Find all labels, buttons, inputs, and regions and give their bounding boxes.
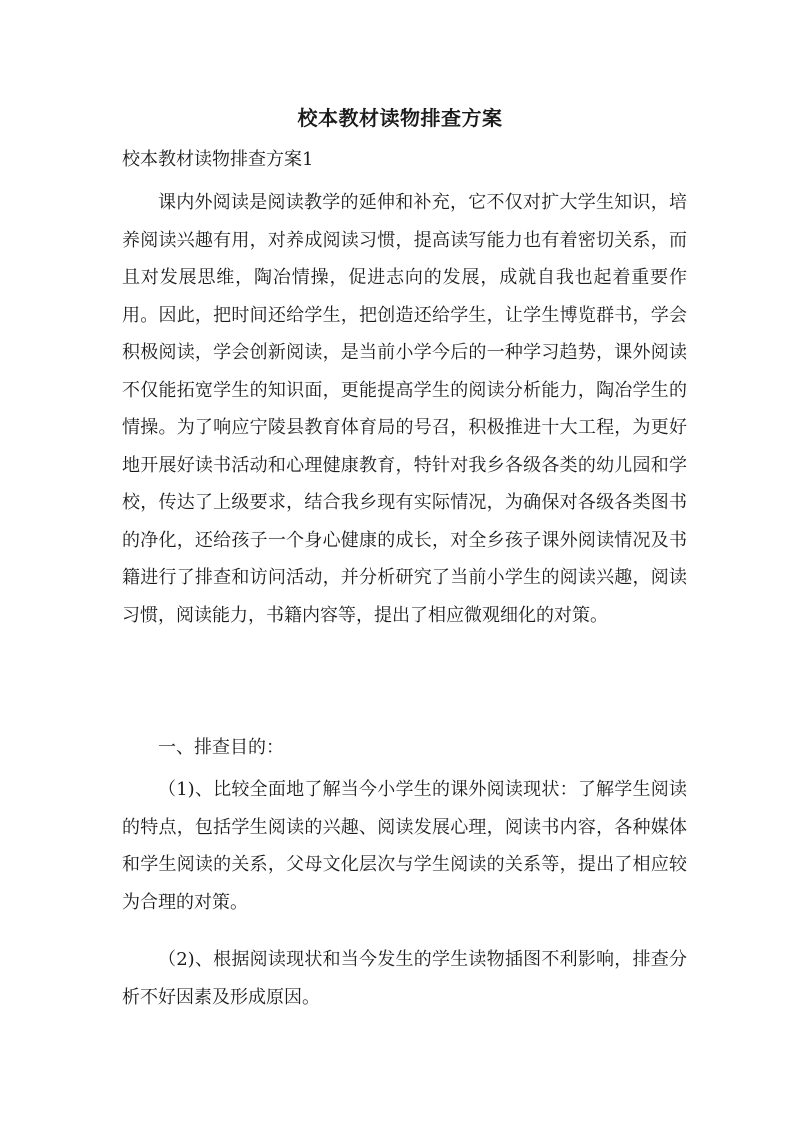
section-heading-purpose: 一、排查目的： bbox=[158, 737, 284, 758]
purpose-item-2: （2)、根据阅读现状和当今发生的学生读物插图不利影响，排查分析不好因素及形成原因。 bbox=[122, 949, 687, 1008]
intro-paragraph: 课内外阅读是阅读教学的延伸和补充，它不仅对扩大学生知识，培养阅读兴趣有用，对养成阅读习惯，提高读写能力也有着密切关系，而且对发展思维，陶冶情操，促进志向的发展，成就自我也起着重要作用。因此，把时间还给学生，把创造还给学生，让学生博览群书，学会积极阅读，学会创新阅读，是当前小学今后的一种学习趋势，课外阅读不仅能拓宽学生的知识面，更能提高学生的阅读分析能力，陶冶学生的情操。为了响应宁陵县教育体育局的号召，积极推进十大工程，为更好地开展好读书活动和心理健康教育，特针对我乡各级各类的幼儿园和学校，传达了上级要求，结合我乡现有实际情况，为确保对各级各类图书的净化，还给孩子一个身心健康的成长，对全乡孩子课外阅读情况及书籍进行了排查和访问活动，并分析研究了当前小学生的阅读兴趣，阅读习惯，阅读能力，书籍内容等，提出了相应微观细化的对策。 bbox=[122, 192, 687, 626]
document-subtitle: 校本教材读物排查方案1 bbox=[122, 149, 314, 170]
purpose-item-1: （1)、比较全面地了解当今小学生的课外阅读现状：了解学生阅读的特点，包括学生阅读的兴趣、阅读发展心理，阅读书内容，各种媒体和学生阅读的关系，父母文化层次与学生阅读的关系等，提出了相应较为合理的对策。 bbox=[122, 779, 687, 913]
document-title: 校本教材读物排查方案 bbox=[297, 106, 503, 130]
